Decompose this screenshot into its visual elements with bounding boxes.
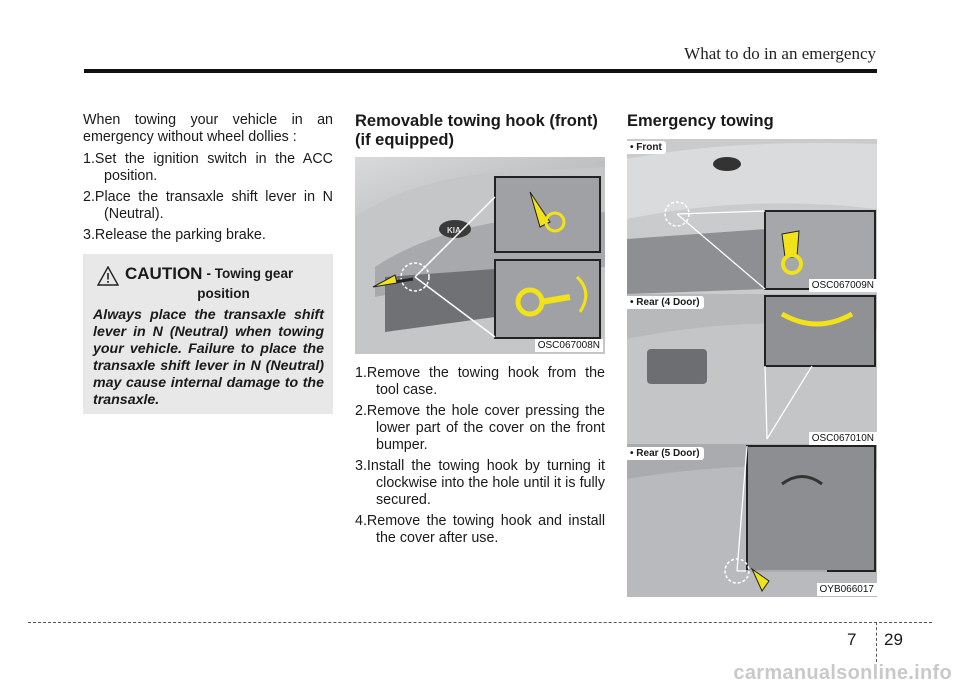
panel-label-rear-5-door: • Rear (5 Door) bbox=[627, 447, 704, 460]
emergency-towing-figure bbox=[627, 139, 877, 597]
car-front-illustration bbox=[355, 157, 605, 354]
section-heading: Emergency towing bbox=[627, 112, 774, 130]
towing-points-illustration bbox=[627, 139, 877, 597]
panel-label-front: • Front bbox=[627, 141, 666, 154]
step-item: 1.Set the ignition switch in the ACC position. bbox=[83, 151, 333, 184]
towing-hook-front-figure bbox=[355, 157, 605, 354]
chapter-number: 7 bbox=[847, 630, 857, 649]
intro-text: When towing your vehicle in an emergency without wheel dollies : bbox=[83, 112, 333, 145]
header-rule bbox=[84, 69, 877, 73]
step-item: 3.Install the towing hook by turning it clockwise into the hole until it is fully secured. bbox=[355, 458, 605, 508]
step-item: 3.Release the parking brake. bbox=[83, 227, 266, 243]
panel-label-rear-4-door: • Rear (4 Door) bbox=[627, 296, 704, 309]
step-item: 2.Place the transaxle shift lever in N (Neutral). bbox=[83, 189, 333, 222]
figure-code: OSC067008N bbox=[535, 339, 603, 352]
column-1 bbox=[83, 112, 333, 248]
watermark: carmanualsonline.info bbox=[733, 662, 952, 684]
step-item: 1.Remove the towing hook from the tool case. bbox=[355, 365, 605, 398]
caution-subtitle: - Towing gear bbox=[206, 266, 294, 281]
step-item: 2.Remove the hole cover pressing the lower part of the cover on the front bumper. bbox=[355, 403, 605, 453]
column-3 bbox=[627, 112, 877, 131]
figure-code: OSC067010N bbox=[809, 432, 877, 445]
warning-triangle-icon bbox=[97, 266, 119, 286]
page-header-title: What to do in an emergency bbox=[684, 44, 876, 63]
caution-text: Always place the transaxle shift lever in N (Neutral) when towing your vehicle. Failure to place the transaxle shift lever in N (Neutral) may cause internal damage to the transaxle. bbox=[93, 307, 324, 408]
column-2-steps bbox=[355, 365, 605, 551]
figure-code: OYB066017 bbox=[817, 583, 878, 596]
figure-code: OSC067009N bbox=[809, 279, 877, 292]
footer-rule bbox=[28, 622, 932, 623]
caution-subtitle-line2: position bbox=[197, 286, 250, 301]
page-number: 29 bbox=[884, 630, 903, 649]
caution-box bbox=[83, 254, 333, 414]
footer-divider bbox=[876, 622, 877, 662]
svg-text:KIA: KIA bbox=[447, 226, 461, 235]
caution-label: CAUTION bbox=[125, 264, 203, 283]
column-2 bbox=[355, 112, 605, 150]
step-item: 4.Remove the towing hook and install the cover after use. bbox=[355, 513, 605, 546]
section-heading: Removable towing hook (front) (if equipped) bbox=[355, 112, 598, 149]
